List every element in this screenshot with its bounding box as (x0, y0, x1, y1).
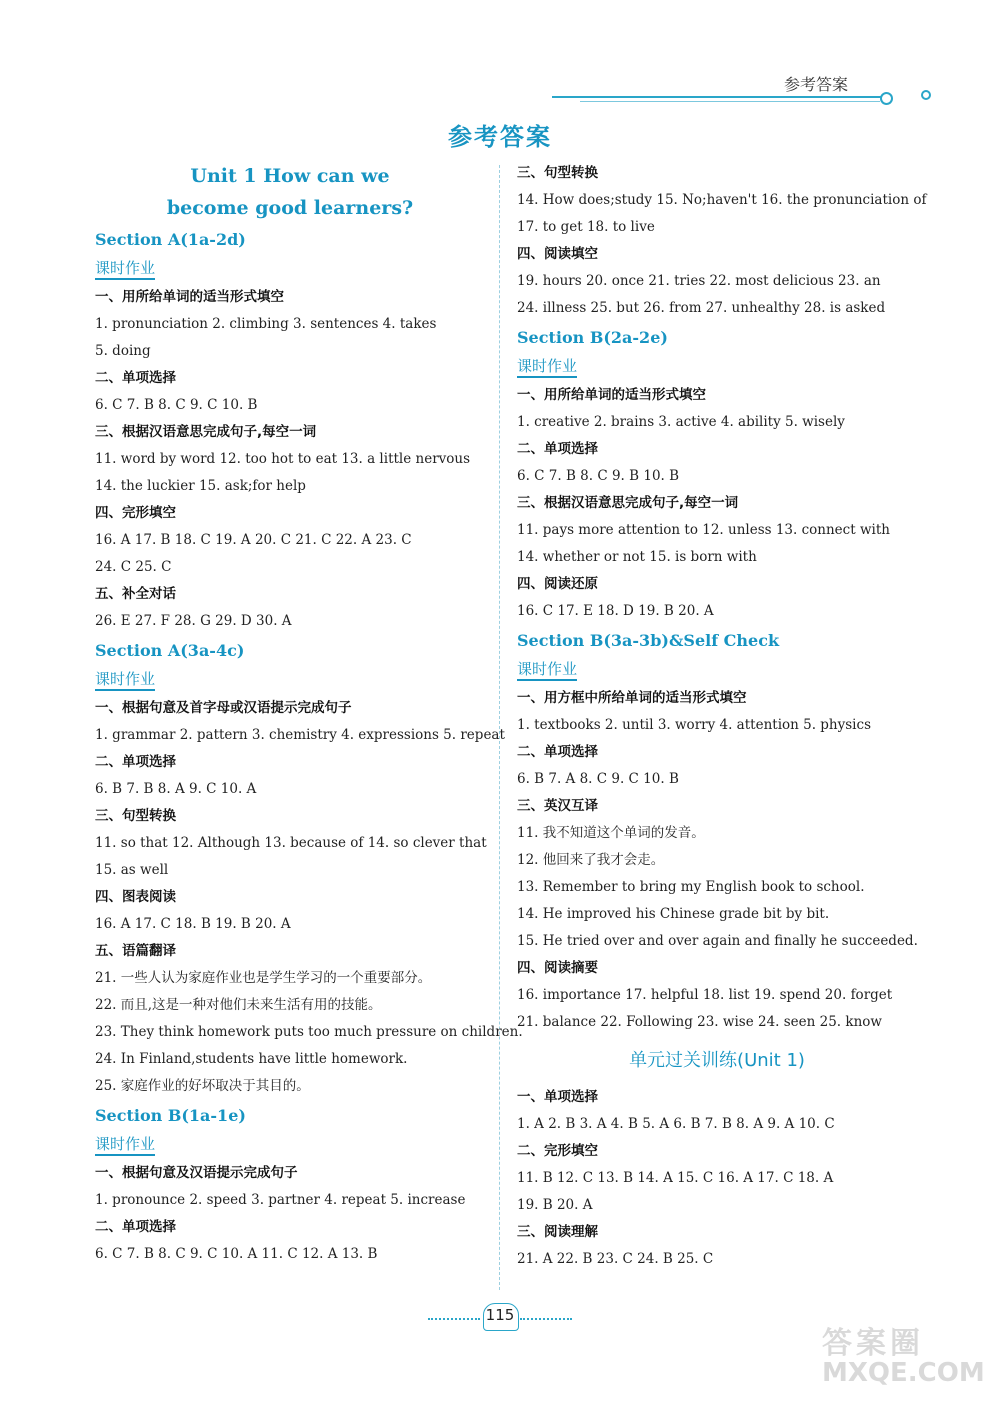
answer-line: 13. Remember to bring my English book to school. (517, 879, 865, 895)
question-heading: 五、补全对话 (95, 586, 176, 602)
question-heading: 二、单项选择 (95, 1219, 176, 1235)
question-heading: 三、阅读理解 (517, 1224, 598, 1240)
question-heading: 二、单项选择 (517, 441, 598, 457)
answer-line: 23. They think homework puts too much pressure on children. (95, 1024, 523, 1040)
right-column (517, 160, 927, 1273)
question-heading: 三、根据汉语意思完成句子,每空一词 (95, 424, 317, 440)
answer-line: 1. creative 2. brains 3. active 4. ability 5. wisely (517, 414, 845, 430)
question-heading: 一、单项选择 (517, 1089, 598, 1105)
homework-label-row (517, 655, 917, 685)
answer-line: 6. B 7. A 8. C 9. C 10. B (517, 771, 679, 787)
question-heading: 一、用所给单词的适当形式填空 (517, 387, 706, 403)
section-heading: Section A(1a-2d) (95, 230, 246, 249)
answer-line: 1. grammar 2. pattern 3. chemistry 4. expressions 5. repeat (95, 727, 505, 743)
question-heading: 三、句型转换 (95, 808, 176, 824)
homework-label: 课时作业 (95, 1134, 155, 1156)
homework-label-row (95, 1130, 485, 1160)
answer-line: 17. to get 18. to live (517, 219, 655, 235)
unit-test-title: 单元过关训练(Unit 1) (629, 1050, 805, 1071)
answer-line: 11. B 12. C 13. B 14. A 15. C 16. A 17. C 18. A (517, 1170, 834, 1186)
answer-line: 15. as well (95, 862, 169, 878)
question-heading: 一、根据句意及首字母或汉语提示完成句子 (95, 700, 352, 716)
answer-line: 16. importance 17. helpful 18. list 19. spend 20. forget (517, 987, 893, 1003)
answer-line: 11. pays more attention to 12. unless 13. connect with (517, 522, 890, 538)
question-heading: 二、完形填空 (517, 1143, 598, 1159)
answer-line: 14. whether or not 15. is born with (517, 549, 757, 565)
answer-line: 6. C 7. B 8. C 9. B 10. B (517, 468, 680, 484)
homework-label: 课时作业 (95, 258, 155, 280)
question-heading: 一、用方框中所给单词的适当形式填空 (517, 690, 747, 706)
answer-line: 11. word by word 12. too hot to eat 13. a little nervous (95, 451, 471, 467)
answer-line: 16. A 17. B 18. C 19. A 20. C 21. C 22. A 23. C (95, 532, 412, 548)
question-heading: 一、根据句意及汉语提示完成句子 (95, 1165, 298, 1181)
answer-line: 6. C 7. B 8. C 9. C 10. A 11. C 12. A 13. B (95, 1246, 378, 1262)
header-circle-icon (880, 92, 893, 105)
answer-line: 24. In Finland,students have little homework. (95, 1051, 408, 1067)
answer-line: 24. illness 25. but 26. from 27. unhealthy 28. is asked (517, 300, 886, 316)
answer-line: 6. C 7. B 8. C 9. C 10. B (95, 397, 258, 413)
answer-line: 11. so that 12. Although 13. because of 14. so clever that (95, 835, 487, 851)
answer-line: 11. 我不知道这个单词的发音。 (517, 825, 705, 841)
answer-line: 1. pronounce 2. speed 3. partner 4. repeat 5. increase (95, 1192, 466, 1208)
header-small-circle-icon (921, 90, 931, 100)
question-heading: 四、阅读摘要 (517, 960, 598, 976)
homework-label: 课时作业 (517, 356, 577, 378)
question-heading: 二、单项选择 (95, 370, 176, 386)
answer-line: 19. B 20. A (517, 1197, 593, 1213)
answer-line: 16. A 17. C 18. B 19. B 20. A (95, 916, 291, 932)
header-rule-thin (580, 101, 880, 102)
answer-line: 24. C 25. C (95, 559, 172, 575)
homework-label-row (95, 254, 485, 284)
answer-line: 6. B 7. B 8. A 9. C 10. A (95, 781, 257, 797)
unit-title: Unit 1 How can we (190, 165, 390, 187)
question-heading: 三、英汉互译 (517, 798, 598, 814)
question-heading: 三、根据汉语意思完成句子,每空一词 (517, 495, 739, 511)
answer-line: 14. He improved his Chinese grade bit by bit. (517, 906, 830, 922)
left-column (95, 160, 523, 1268)
answer-line: 1. pronunciation 2. climbing 3. sentences 4. takes (95, 316, 437, 332)
answer-line: 22. 而且,这是一种对他们未来生活有用的技能。 (95, 997, 382, 1013)
page-number: 115 (485, 1306, 515, 1324)
page-number-dots-right (520, 1318, 572, 1320)
question-heading: 二、单项选择 (517, 744, 598, 760)
answer-line: 14. How does;study 15. No;haven't 16. the pronunciation of (517, 192, 927, 208)
answer-line: 1. textbooks 2. until 3. worry 4. attention 5. physics (517, 717, 871, 733)
section-heading: Section B(3a-3b)&Self Check (517, 631, 780, 650)
homework-label-row (517, 352, 917, 382)
answer-line: 16. C 17. E 18. D 19. B 20. A (517, 603, 714, 619)
question-heading: 四、阅读填空 (517, 246, 598, 262)
section-heading: Section A(3a-4c) (95, 641, 245, 660)
watermark (822, 1318, 985, 1388)
question-heading: 三、句型转换 (517, 165, 598, 181)
answer-line: 21. balance 22. Following 23. wise 24. seen 25. know (517, 1014, 882, 1030)
question-heading: 四、图表阅读 (95, 889, 176, 905)
section-heading: Section B(1a-1e) (95, 1106, 246, 1125)
answer-line: 21. A 22. B 23. C 24. B 25. C (517, 1251, 714, 1267)
page-number-dots-left (428, 1318, 480, 1320)
header-rule (552, 96, 887, 98)
question-heading: 二、单项选择 (95, 754, 176, 770)
answer-line: 15. He tried over and over again and finally he succeeded. (517, 933, 918, 949)
answer-line: 25. 家庭作业的好坏取决于其目的。 (95, 1078, 310, 1094)
answer-line: 12. 他回来了我才会走。 (517, 852, 665, 868)
homework-label-row (95, 665, 485, 695)
homework-label: 课时作业 (517, 659, 577, 681)
answer-line: 1. A 2. B 3. A 4. B 5. A 6. B 7. B 8. A 9. A 10. C (517, 1116, 835, 1132)
watermark-logo-text: 答案圈 (822, 1326, 924, 1361)
watermark-url: MXQE.COM (822, 1358, 985, 1388)
answer-line: 19. hours 20. once 21. tries 22. most delicious 23. an (517, 273, 881, 289)
question-heading: 四、阅读还原 (517, 576, 598, 592)
answer-line: 5. doing (95, 343, 151, 359)
section-heading: Section B(2a-2e) (517, 328, 668, 347)
answer-line: 26. E 27. F 28. G 29. D 30. A (95, 613, 292, 629)
answer-line: 21. 一些人认为家庭作业也是学生学习的一个重要部分。 (95, 970, 432, 986)
answer-line: 14. the luckier 15. ask;for help (95, 478, 306, 494)
unit-title: become good learners? (166, 197, 414, 219)
question-heading: 四、完形填空 (95, 505, 176, 521)
question-heading: 一、用所给单词的适当形式填空 (95, 289, 284, 305)
question-heading: 五、语篇翻译 (95, 943, 176, 959)
page-title: 参考答案 (448, 123, 552, 151)
header-label: 参考答案 (784, 75, 849, 94)
homework-label: 课时作业 (95, 669, 155, 691)
